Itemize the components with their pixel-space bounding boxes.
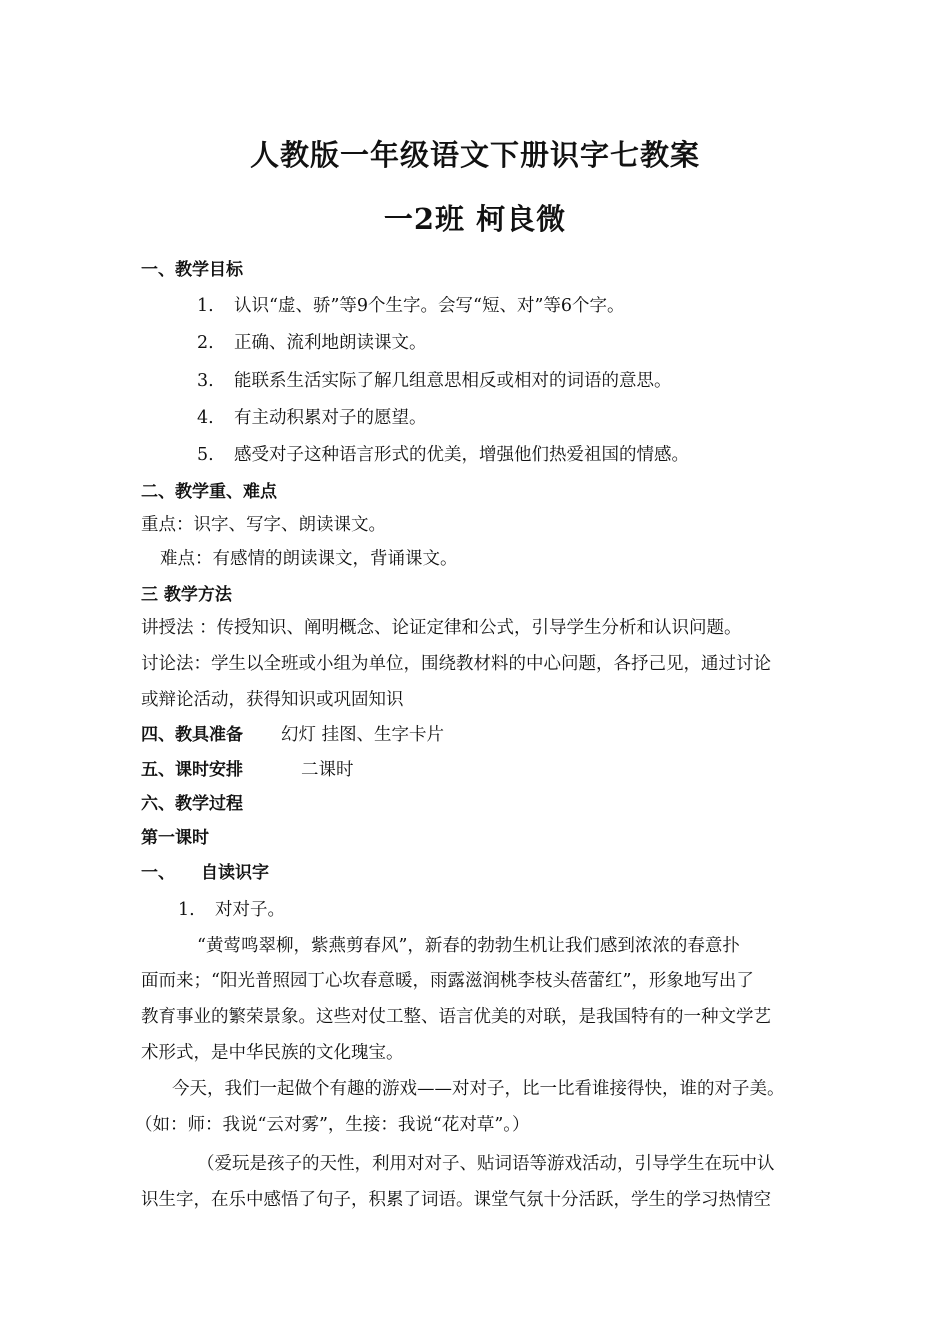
method-discussion-line2: 或辩论活动，获得知识或巩固知识	[141, 690, 404, 710]
step-item	[178, 896, 285, 921]
teaching-aids-row	[141, 720, 444, 746]
key-point-text: 重点：识字、写字、朗读课文。	[141, 515, 386, 535]
section-heading-methods: 三 教学方法	[141, 585, 232, 605]
item-text: 认识“虚、骄”等9个生字。会写“短、对”等6个字。	[234, 296, 625, 316]
paragraph-line: （如：师：我说“云对雾”，生接：我说“花对草”。）	[135, 1115, 530, 1135]
objective-item	[197, 292, 625, 317]
section-heading-process: 六、教学过程	[141, 794, 243, 814]
method-discussion-line1: 讨论法：学生以全班或小组为单位，围绕教材料的中心问题，各抒己见，通过讨论	[141, 654, 771, 674]
item-number: 3.	[197, 371, 214, 391]
step-text: 对对子。	[215, 900, 285, 920]
item-number: 2.	[197, 333, 214, 353]
paragraph-line: 今天，我们一起做个有趣的游戏——对对子，比一比看谁接得快，谁的对子美。	[172, 1079, 785, 1099]
difficult-point-text: 难点：有感情的朗读课文，背诵课文。	[160, 549, 458, 569]
document-subtitle: 一2班 柯良微	[383, 202, 567, 236]
paragraph-line: 教育事业的繁荣景象。这些对仗工整、语言优美的对联，是我国特有的一种文学艺	[141, 1007, 771, 1027]
step-number: 1.	[178, 900, 195, 920]
item-text: 感受对子这种语言形式的优美，增强他们热爱祖国的情感。	[234, 445, 689, 465]
lesson-heading: 第一课时	[141, 828, 209, 848]
paragraph-line: （爱玩是孩子的天性，利用对对子、贴词语等游戏活动，引导学生在玩中认	[197, 1154, 775, 1174]
item-number: 1.	[197, 296, 214, 316]
section-heading-aids: 四、教具准备	[141, 725, 243, 745]
item-text: 正确、流利地朗读课文。	[234, 333, 427, 353]
objective-item	[197, 441, 689, 466]
schedule-value: 二课时	[301, 760, 354, 780]
paragraph-line: “黄莺鸣翠柳，紫燕剪春风”，新春的勃勃生机让我们感到浓浓的春意扑	[197, 936, 740, 956]
part-number: 一、	[141, 863, 175, 883]
document-title: 人教版一年级语文下册识字七教案	[249, 138, 700, 172]
method-lecture: 讲授法 ：传授知识、阐明概念、论证定律和公式，引导学生分析和认识问题。	[141, 618, 742, 638]
objective-item	[197, 367, 672, 392]
paragraph-line: 面而来；“阳光普照园丁心坎春意暖，雨露滋润桃李枝头蓓蕾红”，形象地写出了	[141, 971, 754, 991]
item-text: 有主动积累对子的愿望。	[234, 408, 427, 428]
schedule-row	[141, 755, 354, 781]
section-heading-objectives: 一、教学目标	[141, 260, 243, 280]
paragraph-line: 术形式，是中华民族的文化瑰宝。	[141, 1043, 404, 1063]
objective-item	[197, 329, 427, 354]
objective-item	[197, 404, 427, 429]
paragraph-line: 识生字，在乐中感悟了句子，积累了词语。课堂气氛十分活跃，学生的学习热情空	[141, 1190, 771, 1210]
section-heading-schedule: 五、课时安排	[141, 760, 243, 780]
item-number: 5.	[197, 445, 214, 465]
part-title: 自读识字	[201, 863, 269, 883]
item-text: 能联系生活实际了解几组意思相反或相对的词语的意思。	[234, 371, 672, 391]
section-heading-key-points: 二、教学重、难点	[141, 482, 277, 502]
part-heading-row	[141, 858, 269, 883]
teaching-aids-value: 幻灯 挂图、生字卡片	[281, 725, 445, 745]
item-number: 4.	[197, 408, 214, 428]
